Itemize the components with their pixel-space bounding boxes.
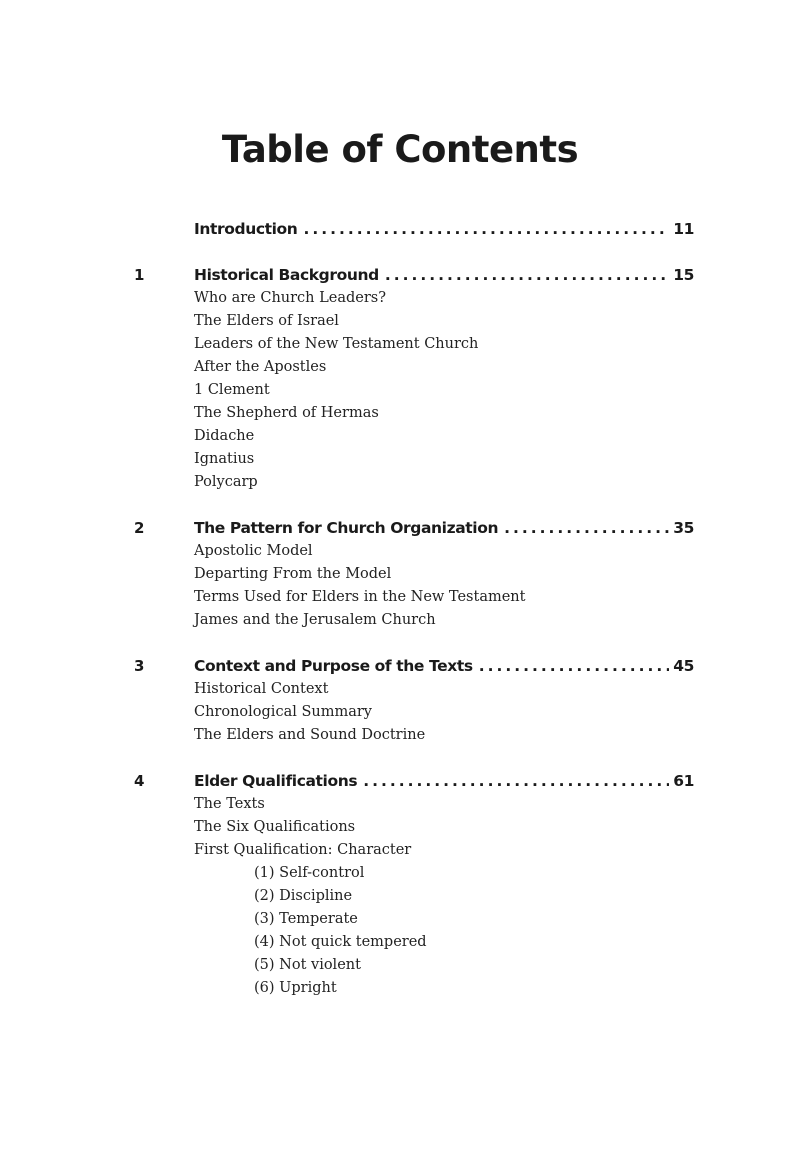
chapter-page-number: 61 bbox=[673, 772, 694, 790]
subsection-item[interactable]: Apostolic Model bbox=[194, 543, 313, 559]
subsection-item[interactable]: Polycarp bbox=[194, 474, 258, 490]
page-title: Table of Contents bbox=[221, 128, 579, 171]
toc-entry-header bbox=[0, 654, 800, 678]
subsection-item[interactable]: The Elders and Sound Doctrine bbox=[194, 727, 426, 743]
subsection-item[interactable]: Departing From the Model bbox=[194, 566, 392, 582]
subsection-item-nested[interactable]: (1) Self-control bbox=[254, 865, 365, 881]
subsection-item[interactable]: The Six Qualifications bbox=[194, 819, 356, 835]
chapter-title: Context and Purpose of the Texts bbox=[194, 657, 473, 675]
subsection-item-nested[interactable]: (2) Discipline bbox=[254, 888, 353, 904]
chapter-line[interactable] bbox=[194, 516, 694, 540]
subsection-item[interactable]: The Shepherd of Hermas bbox=[194, 405, 379, 421]
chapter-line[interactable] bbox=[194, 769, 694, 793]
toc-entry-header bbox=[0, 263, 800, 287]
subsection-item[interactable]: The Elders of Israel bbox=[194, 313, 339, 329]
subsection-item[interactable]: Chronological Summary bbox=[194, 704, 373, 720]
chapter-line[interactable] bbox=[194, 217, 694, 241]
chapter-number: 3 bbox=[134, 657, 145, 675]
subsection-item[interactable]: 1 Clement bbox=[194, 382, 270, 398]
subsection-item[interactable]: Leaders of the New Testament Church bbox=[194, 336, 479, 352]
dot-leader bbox=[303, 217, 669, 241]
subsection-item[interactable]: James and the Jerusalem Church bbox=[194, 612, 436, 628]
subsection-item-nested[interactable]: (4) Not quick tempered bbox=[254, 934, 427, 950]
dot-leader bbox=[363, 769, 669, 793]
chapter-title: Elder Qualifications bbox=[194, 772, 358, 790]
subsection-item[interactable]: Historical Context bbox=[194, 681, 329, 697]
dot-leader bbox=[504, 516, 669, 540]
subsection-item[interactable]: The Texts bbox=[194, 796, 265, 812]
chapter-number: 4 bbox=[134, 772, 145, 790]
subsection-item-nested[interactable]: (6) Upright bbox=[254, 980, 337, 996]
toc-entry-header bbox=[0, 516, 800, 540]
chapter-page-number: 11 bbox=[673, 220, 694, 238]
dot-leader bbox=[385, 263, 669, 287]
toc-entry-header bbox=[0, 769, 800, 793]
subsection-item-nested[interactable]: (5) Not violent bbox=[254, 957, 361, 973]
chapter-number: 2 bbox=[134, 519, 145, 537]
subsection-item[interactable]: After the Apostles bbox=[194, 359, 327, 375]
chapter-title: The Pattern for Church Organization bbox=[194, 519, 499, 537]
chapter-page-number: 45 bbox=[673, 657, 694, 675]
chapter-page-number: 15 bbox=[673, 266, 694, 284]
subsection-item[interactable]: Terms Used for Elders in the New Testament bbox=[194, 589, 526, 605]
subsection-item[interactable]: Ignatius bbox=[194, 451, 255, 467]
chapter-line[interactable] bbox=[194, 654, 694, 678]
chapter-page-number: 35 bbox=[673, 519, 694, 537]
subsection-item-nested[interactable]: (3) Temperate bbox=[254, 911, 358, 927]
toc-entry-header bbox=[0, 217, 800, 241]
chapter-number: 1 bbox=[134, 266, 145, 284]
subsection-item[interactable]: First Qualification: Character bbox=[194, 842, 412, 858]
subsection-item[interactable]: Who are Church Leaders? bbox=[194, 290, 386, 306]
subsection-item[interactable]: Didache bbox=[194, 428, 255, 444]
chapter-title: Historical Background bbox=[194, 266, 379, 284]
chapter-line[interactable] bbox=[194, 263, 694, 287]
dot-leader bbox=[479, 654, 670, 678]
chapter-title: Introduction bbox=[194, 220, 298, 238]
